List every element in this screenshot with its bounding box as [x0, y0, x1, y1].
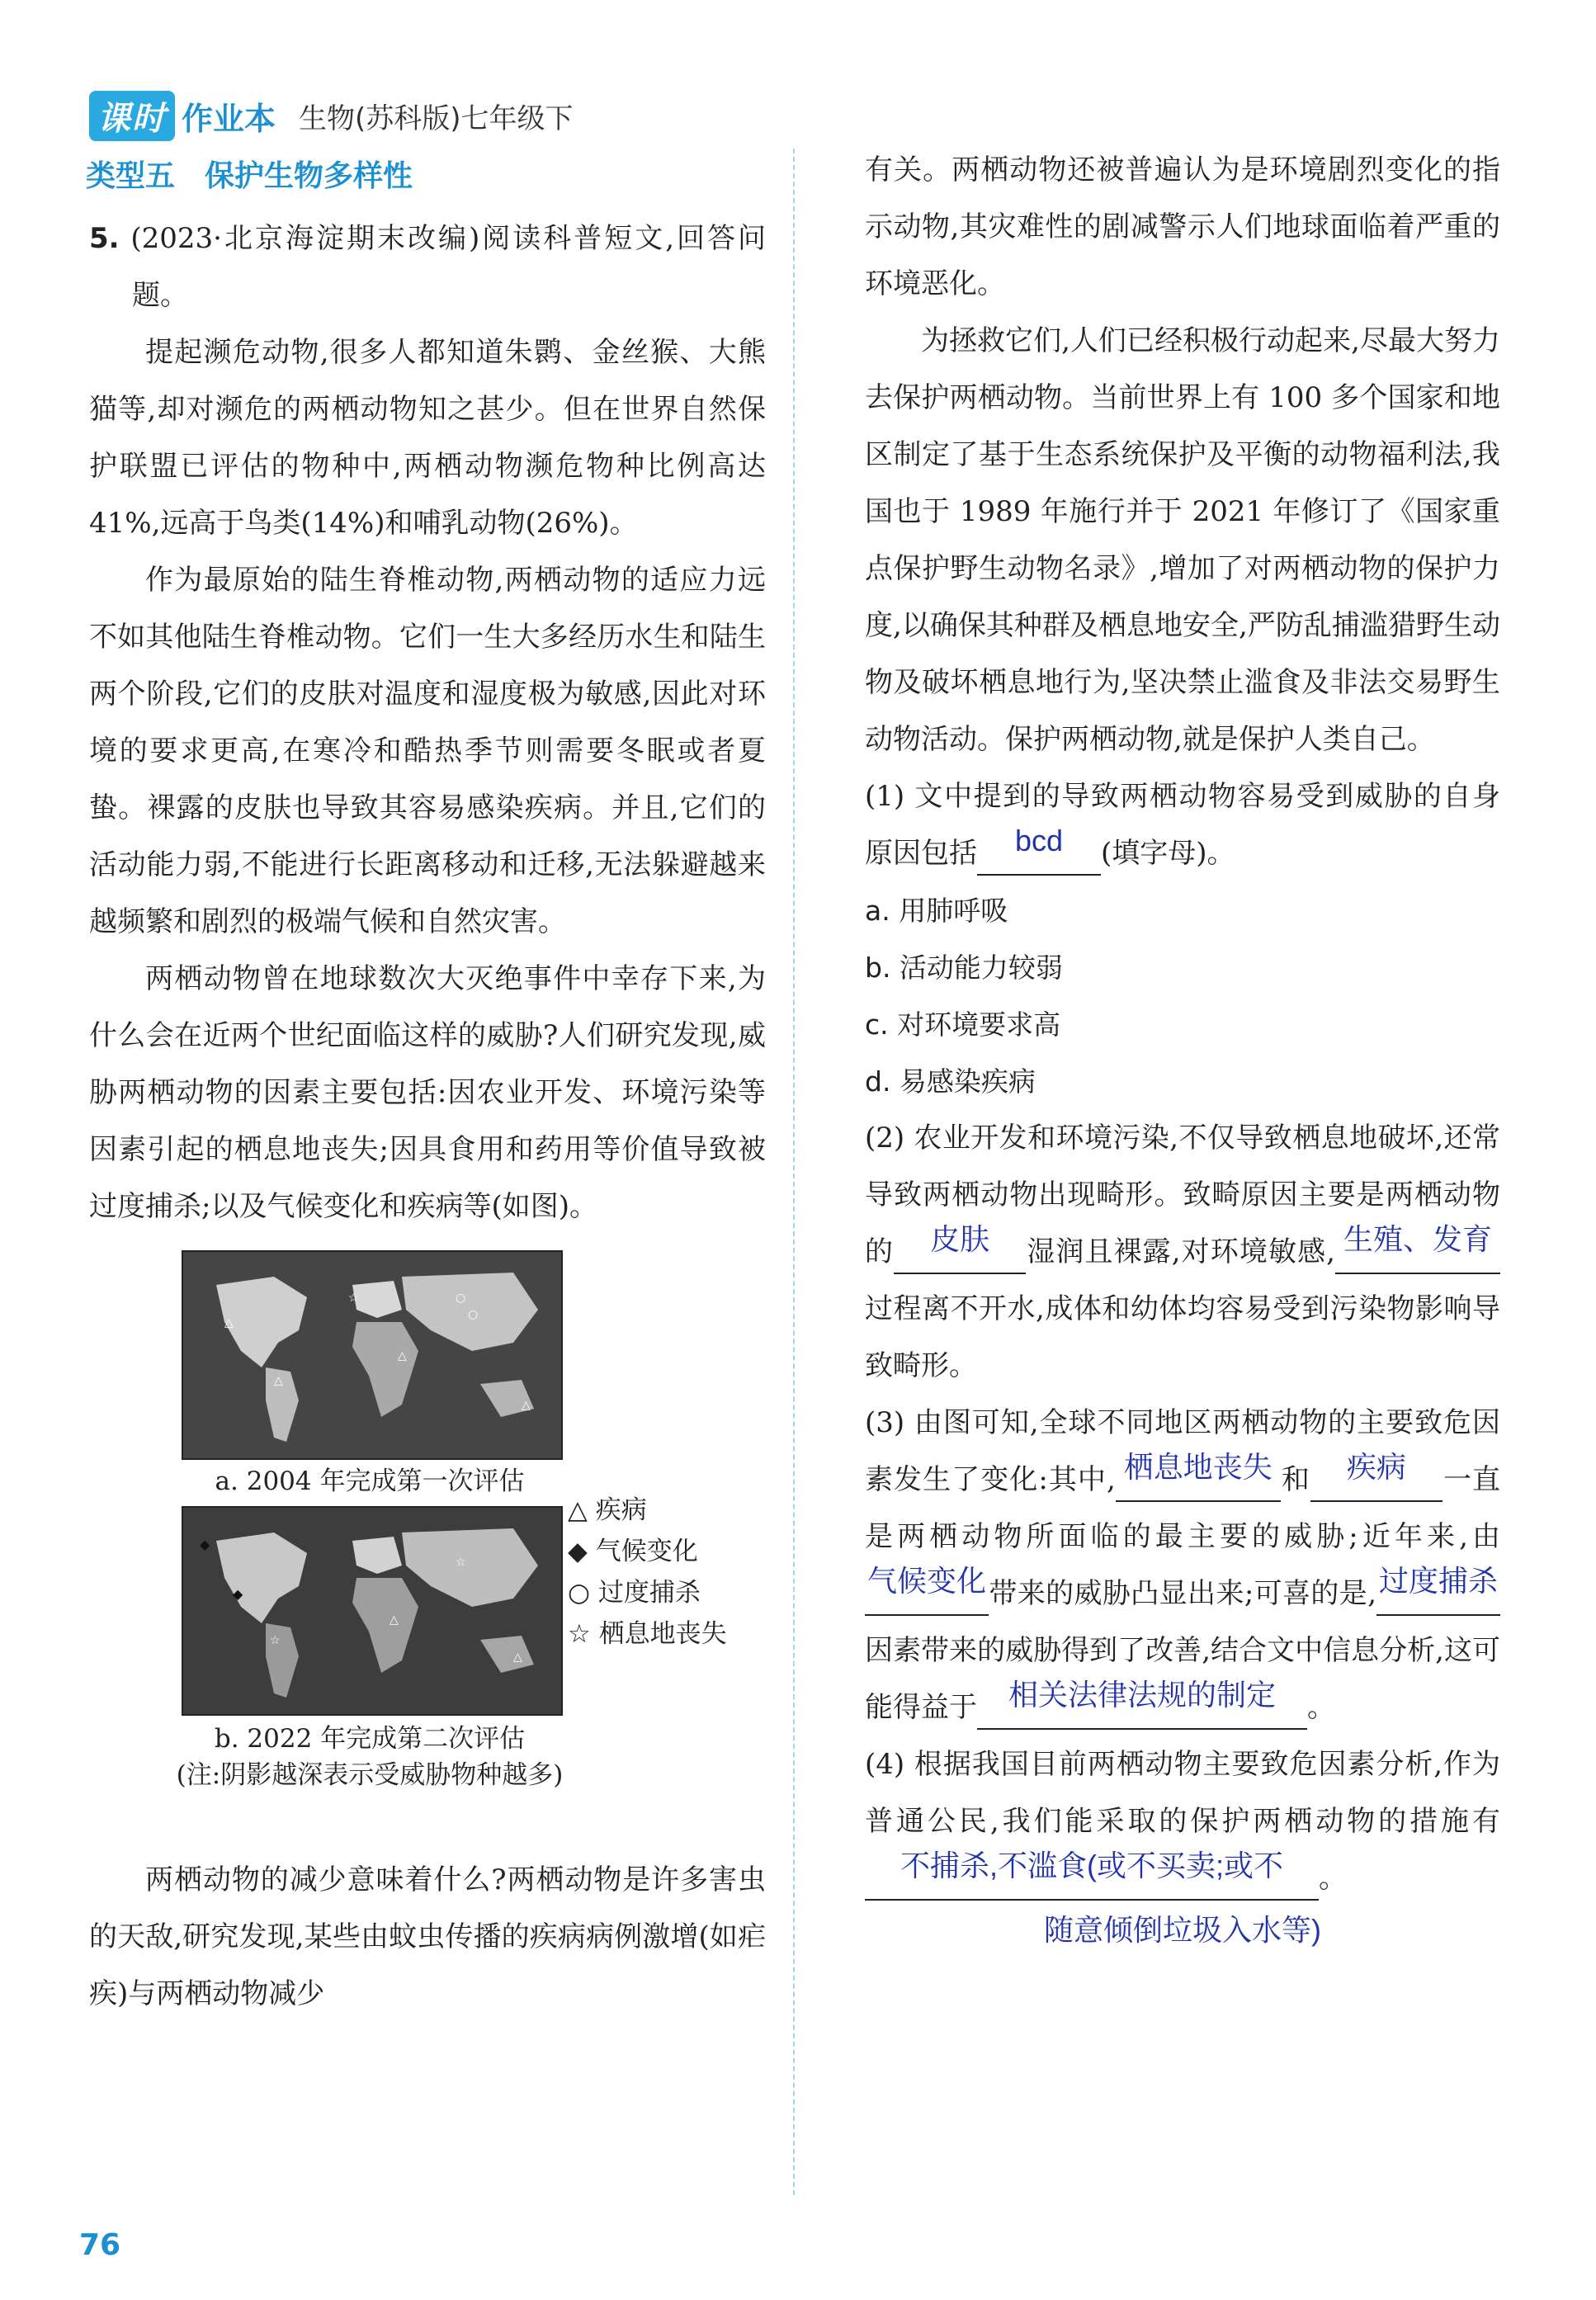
sub-question-4-answer-continued: 随意倾倒垃圾入水等)	[1044, 1913, 1321, 1947]
section-title: 类型五 保护生物多样性	[86, 159, 413, 193]
answer-blank[interactable]: 栖息地丧失	[1116, 1458, 1281, 1502]
circle-icon: ○	[568, 1578, 591, 1608]
map-2022	[182, 1506, 563, 1716]
svg-text:◆: ◆	[200, 1537, 210, 1552]
subject-title: 生物(苏科版)七年级下	[299, 102, 574, 135]
legend-item-overhunting: ○ 过度捕杀	[568, 1578, 701, 1608]
answer-blank[interactable]: 相关法律法规的制定	[977, 1686, 1307, 1730]
svg-text:△: △	[398, 1349, 407, 1363]
book-header	[89, 91, 574, 140]
series-name: 作业本	[182, 100, 276, 137]
caption-a: a. 2004 年完成第一次评估	[215, 1466, 525, 1496]
right-column	[865, 142, 1500, 1954]
svg-text:△: △	[224, 1316, 234, 1329]
article-paragraph-4-continued: 有关。两栖动物还被普遍认为是环境剧烈变化的指示动物,其灾难性的剧减警示人们地球面临着严重的环境恶化。	[865, 153, 1500, 300]
column-divider	[793, 149, 795, 2195]
svg-text:☆: ☆	[270, 1634, 281, 1647]
article-paragraph-1: 提起濒危动物,很多人都知道朱鹮、金丝猴、大熊猫等,却对濒危的两栖动物知之甚少。但在世界自然保护联盟已评估的物种中,两栖动物濒危物种比例高达 41%,远高于鸟类(14%)和哺乳动物(26%)。	[89, 336, 766, 540]
option-c: c. 对环境要求高	[865, 1008, 1061, 1041]
series-logo: 课时	[89, 91, 175, 141]
threat-maps-figure	[89, 1242, 766, 1849]
diamond-icon: ◆	[568, 1537, 588, 1566]
sub-question-2: (2) 农业开发和环境污染,不仅导致栖息地破坏,还常导致两栖动物出现畸形。致畸原因主要是两栖动物的 皮肤 湿润且裸露,对环境敏感, 生殖、发育过程离不开水,成体和幼体均容易受到污染物影响导致畸形。	[865, 1122, 1500, 1382]
question-source: (2023·北京海淀期末改编)阅读科普短文,回答问题。	[130, 222, 767, 312]
svg-text:△: △	[274, 1374, 283, 1387]
answer-blank[interactable]: 过度捕杀	[1376, 1572, 1500, 1616]
svg-text:△: △	[390, 1613, 399, 1627]
page-number: 76	[79, 2228, 121, 2262]
svg-text:○: ○	[468, 1308, 479, 1321]
article-paragraph-5: 为拯救它们,人们已经积极行动起来,尽最大努力去保护两栖动物。当前世界上有 100 多个国家和地区制定了基于生态系统保护及平衡的动物福利法,我国也于 1989 年施行并于 2021 年修订了《国家重点保护野生动物名录》,增加了对两栖动物的保护力度,以确保其种群及栖息地安全,严防乱捕滥猎野生动物及破坏栖息地行为,坚决禁止滥食及非法交易野生动物活动。保护两栖动物,就是保护人类自己。	[865, 324, 1500, 756]
world-map-graphic	[183, 1508, 561, 1714]
world-map-graphic	[183, 1252, 561, 1458]
map-2004	[182, 1250, 563, 1460]
figure-note: (注:阴影越深表示受威胁物种越多)	[176, 1760, 564, 1790]
question-number: 5.	[89, 222, 120, 255]
option-a: a. 用肺呼吸	[865, 895, 1008, 927]
svg-text:○: ○	[456, 1292, 466, 1305]
star-icon: ☆	[568, 1619, 591, 1649]
answer-blank[interactable]: 生殖、发育	[1335, 1230, 1500, 1274]
sub-question-4: (4) 根据我国目前两栖动物主要致危因素分析,作为普通公民,我们能采取的保护两栖动物的措施有不捕杀,不滥食(或不买卖;或不 。	[865, 1736, 1500, 1907]
answer-blank[interactable]: 气候变化	[865, 1572, 989, 1616]
svg-text:△: △	[522, 1399, 531, 1412]
option-d: d. 易感染疾病	[865, 1065, 1036, 1098]
question-header	[89, 210, 766, 324]
article-paragraph-2: 作为最原始的陆生脊椎动物,两栖动物的适应力远不如其他陆生脊椎动物。它们一生大多经历水生和陆生两个阶段,它们的皮肤对温度和湿度极为敏感,因此对环境的要求更高,在寒冷和酷热季节则需要冬眠或者夏蛰。裸露的皮肤也导致其容易感染疾病。并且,它们的活动能力弱,不能进行长距离移动和迁移,无法躲避越来越频繁和剧烈的极端气候和自然灾害。	[89, 564, 766, 938]
svg-text:△: △	[513, 1651, 522, 1664]
legend-item-disease: △ 疾病	[568, 1495, 647, 1525]
legend-item-habitat: ☆ 栖息地丧失	[568, 1619, 727, 1649]
svg-text:☆: ☆	[456, 1556, 466, 1569]
article-paragraph-3: 两栖动物曾在地球数次大灭绝事件中幸存下来,为什么会在近两个世纪面临这样的威胁?人们研究发现,威胁两栖动物的因素主要包括:因农业开发、环境污染等因素引起的栖息地丧失;因具食用和药用等价值导致被过度捕杀;以及气候变化和疾病等(如图)。	[89, 962, 766, 1223]
article-paragraph-4: 两栖动物的减少意味着什么?两栖动物是许多害虫的天敌,研究发现,某些由蚊虫传播的疾病病例激增(如疟疾)与两栖动物减少	[89, 1863, 766, 2010]
answer-blank[interactable]: 皮肤	[894, 1230, 1026, 1274]
triangle-icon: △	[568, 1495, 588, 1525]
caption-b: b. 2022 年完成第二次评估	[214, 1724, 526, 1754]
sub-question-1-options	[865, 882, 1500, 1110]
svg-text:☆: ☆	[348, 1292, 359, 1305]
answer-blank[interactable]: 不捕杀,不滥食(或不买卖;或不	[865, 1857, 1319, 1901]
sub-question-3: (3) 由图可知,全球不同地区两栖动物的主要致危因素发生了变化:其中, 栖息地丧失 和 疾病 一直是两栖动物所面临的最主要的威胁;近年来,由气候变化带来的威胁凸显出来;可喜的是,过度捕杀因素带来的威胁得到了改善,结合文中信息分析,这可能得益于 相关法律法规的制定 。	[865, 1395, 1500, 1736]
answer-blank[interactable]: 疾病	[1310, 1458, 1443, 1502]
map-legend	[568, 1490, 727, 1655]
left-column	[89, 210, 766, 2023]
svg-text:◆: ◆	[233, 1586, 243, 1602]
legend-item-climate: ◆ 气候变化	[568, 1537, 698, 1566]
sub-question-1: (1) 文中提到的导致两栖动物容易受到威胁的自身原因包括 bcd (填字母)。	[865, 768, 1500, 882]
answer-blank[interactable]: bcd	[977, 832, 1101, 876]
option-b: b. 活动能力较弱	[865, 952, 1063, 984]
